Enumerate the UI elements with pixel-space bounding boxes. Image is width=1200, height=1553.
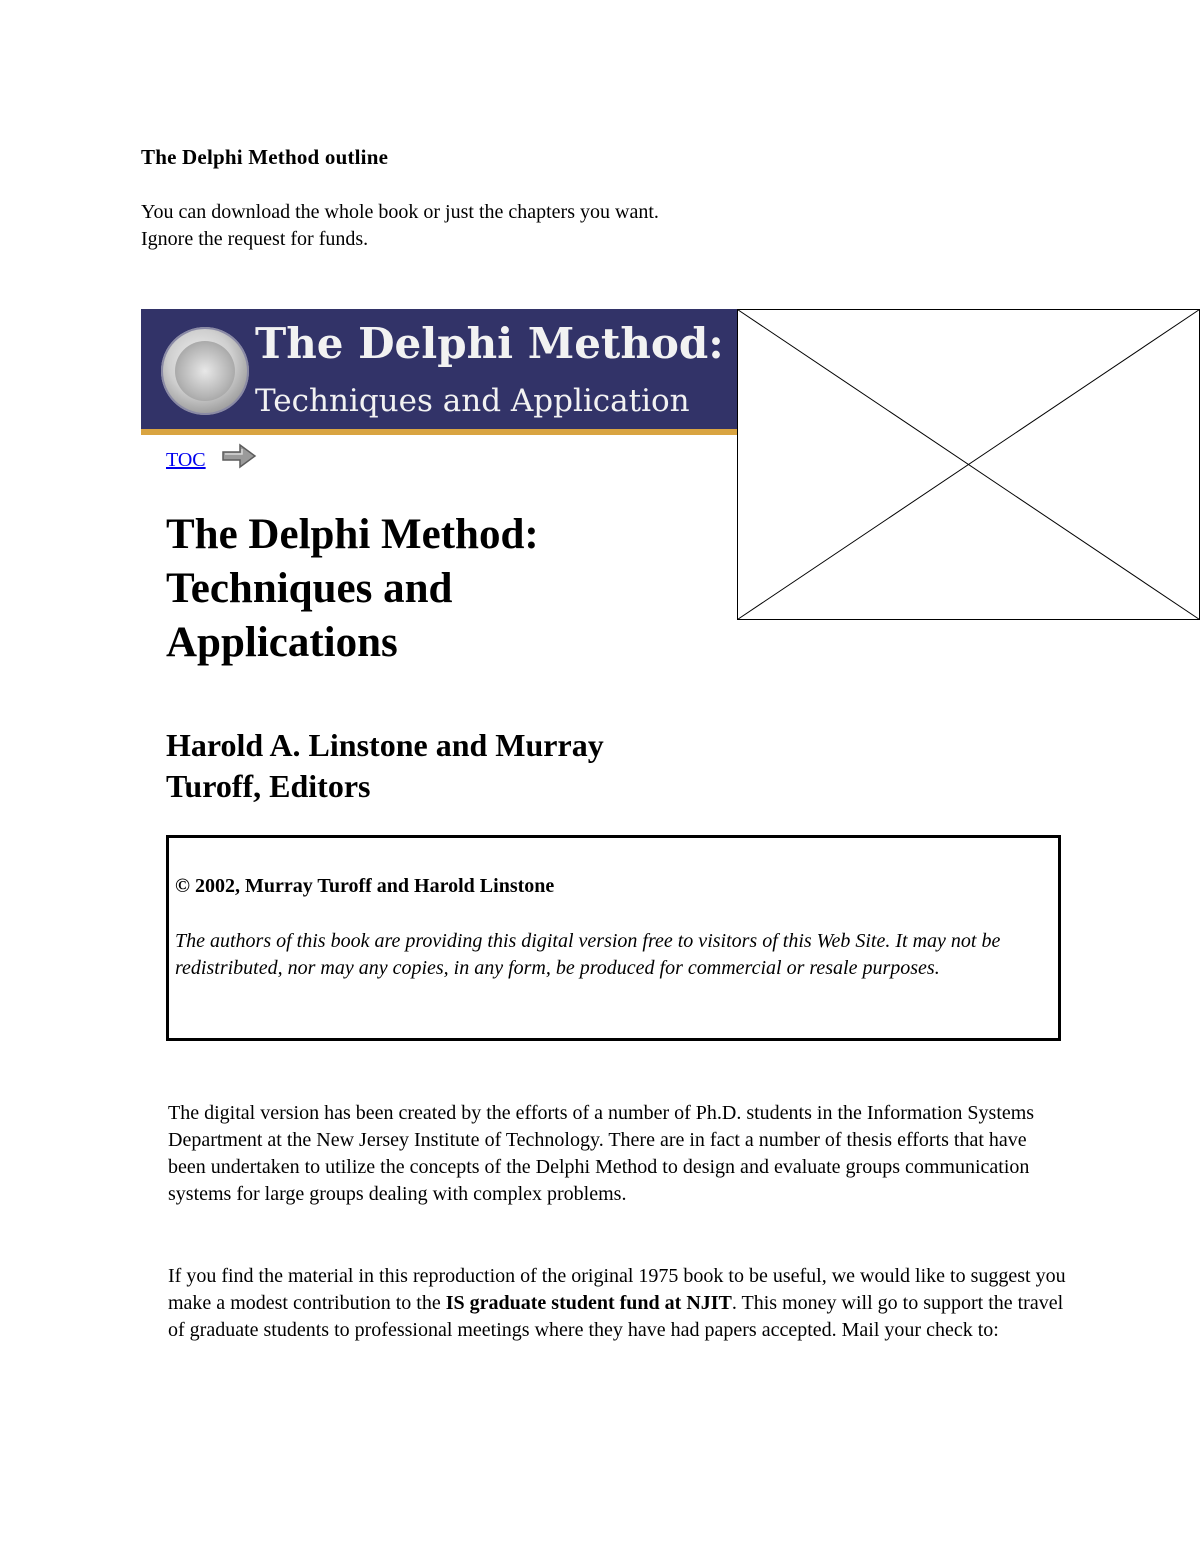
fund-name: IS graduate student fund at NJIT [445, 1292, 732, 1314]
paragraph-digital-version: The digital version has been created by the efforts of a number of Ph.D. students in the Information Systems Department at the New Jersey Institute of Technology. There are in fact a number of thesis efforts that have been undertaken to utilize the concepts of the Delphi Method to design and evaluate groups communication systems for large groups dealing with complex problems. [168, 1102, 1035, 1205]
copyright-notice: The authors of this book are providing this digital version free to visitors of this Web Site. It may not be redistributed, nor may any copies, in any form, be produced for commercial or resale purposes. [175, 930, 1001, 979]
book-banner [141, 309, 738, 435]
contribution-text: If you find the material in this reproduction of the original 1975 book to be useful, we would like to suggest you make a modest contribution to the [168, 1265, 1066, 1314]
book-title-line: The Delphi Method: [166, 511, 539, 558]
page-title: The Delphi Method outline [141, 145, 389, 169]
intro-line-download: You can download the whole book or just the chapters you want. [141, 201, 659, 223]
right-arrow-icon[interactable] [220, 442, 258, 470]
editors-line: Turoff, Editors [166, 768, 371, 804]
copyright-box [166, 835, 1061, 1041]
intro-line-funds: Ignore the request for funds. [141, 228, 369, 250]
book-title-line: Techniques and [166, 565, 453, 612]
copyright-line: © 2002, Murray Turoff and Harold Linstone [175, 875, 555, 897]
book-title-line: Applications [166, 619, 398, 666]
paragraph-contribution [168, 1263, 1068, 1344]
editors-line: Harold A. Linstone and Murray [166, 727, 604, 763]
contribution-text-end: . This money will go to support the travel of graduate students to professional meetings where they have had papers accepted. Mail your check to: [168, 1292, 1064, 1341]
banner-rule [141, 429, 738, 435]
book-editors [166, 725, 726, 807]
toc-link[interactable]: TOC [166, 449, 206, 471]
book-title [166, 508, 686, 670]
banner-title: The Delphi Method: [255, 319, 724, 368]
seal-icon [161, 327, 249, 415]
broken-image-icon [737, 309, 1200, 620]
banner-subtitle: Techniques and Application [255, 383, 690, 419]
